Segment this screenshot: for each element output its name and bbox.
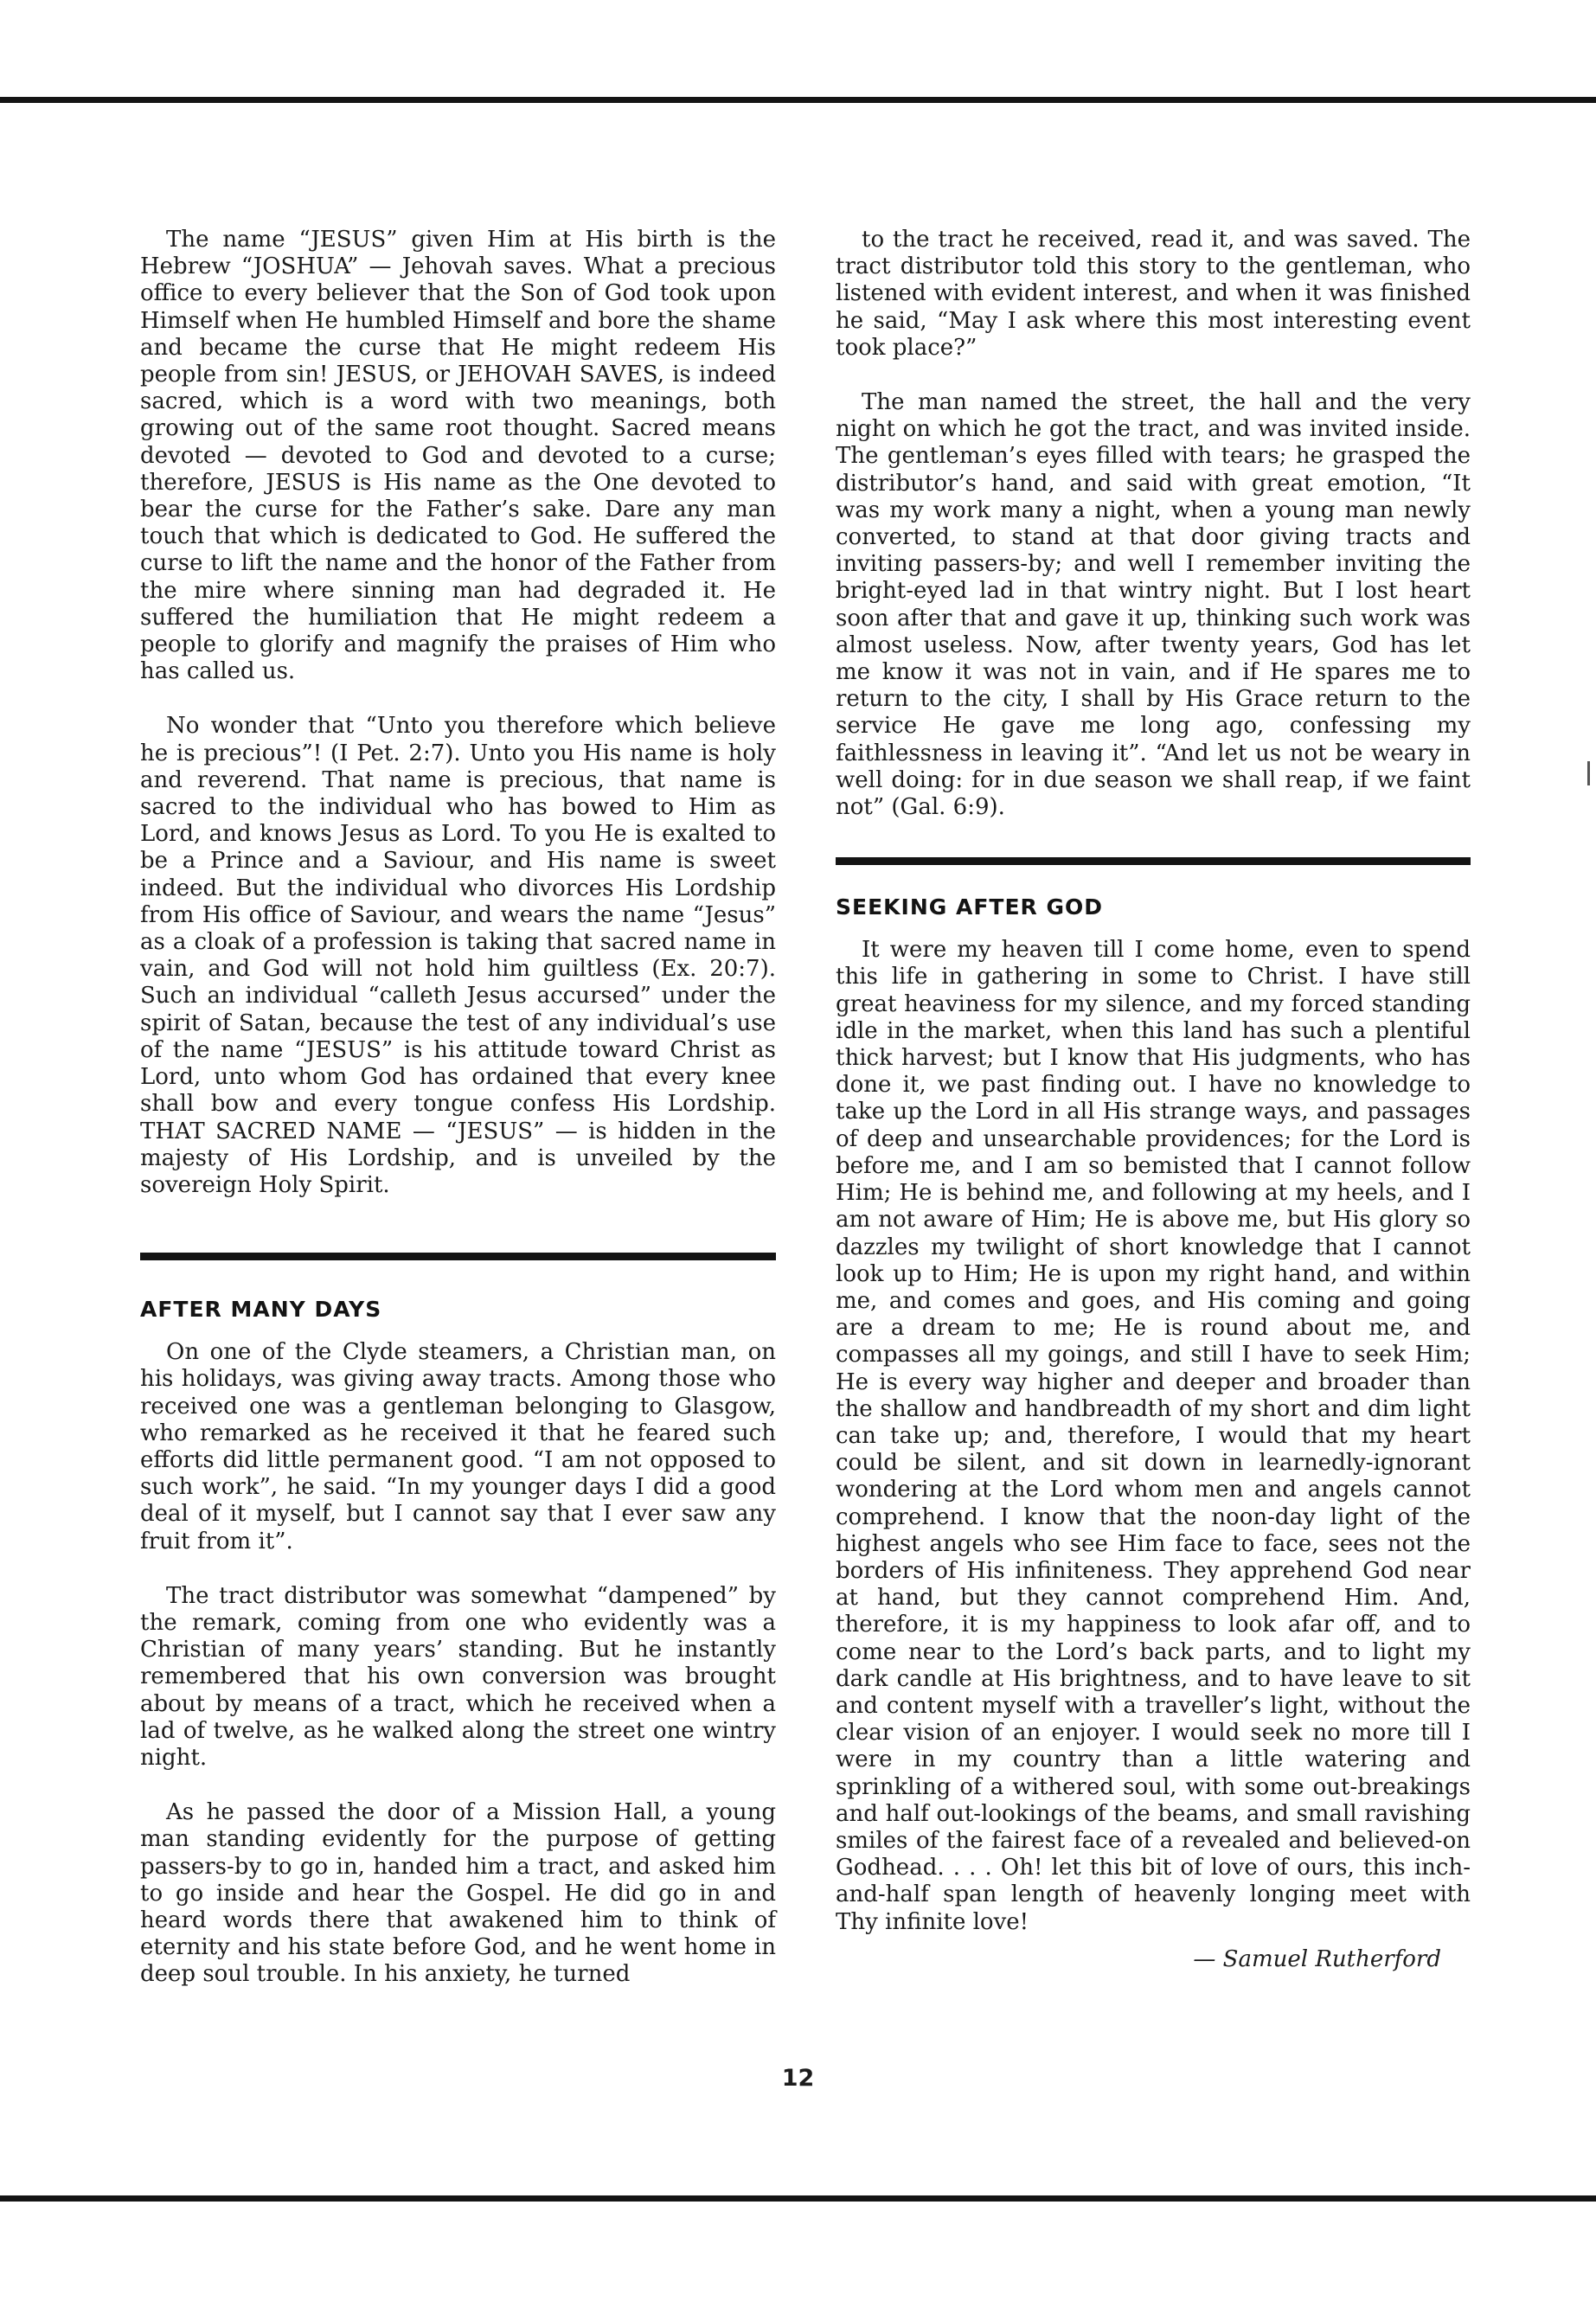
article-paragraph: The man named the street, the hall and the very night on which he got the tract, and was invited inside. The gentleman’s eyes filled with tears; he grasped the distributor’s hand, and said with great emotion, “It was my work many a night, when a young man newly converted, to stand at that door giving tracts and inviting passers-by; and well I remember inviting the bright-eyed lad in that wintry night. But I lost heart soon after that and gave it up, thinking such work was almost useless. Now, after twenty years, God has let me know it was not in vain, and if He spares me to return to the city, I shall by His Grace return to the service He gave me long ago, confessing my faithlessness in leaving it”. “And let us not be weary in well doing: for in due season we shall reap, if we faint not” (Gal. 6:9). bbox=[836, 389, 1471, 821]
section-divider bbox=[140, 1253, 776, 1260]
quote-attribution: — Samuel Rutherford bbox=[1193, 1945, 1441, 1972]
page-number: 12 bbox=[781, 2065, 815, 2092]
article-paragraph: The name “JESUS” given Him at His birth is the Hebrew “JOSHUA” — Jehovah saves. What a precious office to every believer that the Son of God took upon Himself when He humbled Himself and bore the shame and became the curse that He might redeem His people from sin! JESUS, or JEHOVAH SAVES, is indeed sacred, which is a word with two meanings, both growing out of the same root thought. Sacred means devoted — devoted to God and devoted to a curse; therefore, JESUS is His name as the One devoted to bear the curse for the Father’s sake. Dare any man touch that which is dedicated to God. He suffered the curse to lift the name and the honor of the Father from the mire where sinning man had degraded it. He suffered the humiliation that He might redeem a people to glorify and magnify the praises of Him who has called us. bbox=[140, 227, 776, 685]
section-divider bbox=[836, 857, 1471, 865]
article-paragraph: No wonder that “Unto you therefore which believe he is precious”! (I Pet. 2:7). Unto you His name is holy and reverend. That name is precious, that name is sacred to the individual who has bowed to Him as Lord, and knows Jesus as Lord. To you He is exalted to be a Prince and a Saviour, and His name is sweet indeed. But the individual who divorces His Lordship from His office of Saviour, and wears the name “Jesus” as a cloak of a profession is taking that sacred name in vain, and God will not hold him guiltless (Ex. 20:7). Such an individual “calleth Jesus accursed” under the spirit of Satan, because the test of any individual’s use of the name “JESUS” is his attitude toward Christ as Lord, unto whom God has ordained that every knee shall bow and every tongue confess His Lordship. THAT SACRED NAME — “JESUS” — is hidden in the majesty of His Lordship, and is unveiled by the sovereign Holy Spirit. bbox=[140, 713, 776, 1198]
left-column bbox=[140, 227, 776, 1989]
right-column bbox=[836, 227, 1471, 1972]
article-paragraph: The tract distributor was somewhat “dampened” by the remark, coming from one who evidently was a Christian of many years’ standing. But he instantly remembered that his own conversion was brought about by means of a tract, which he received when a lad of twelve, as he walked along the street one wintry night. bbox=[140, 1582, 776, 1771]
section-heading-seeking-after-god: SEEKING AFTER GOD bbox=[836, 894, 1104, 920]
article-paragraph: On one of the Clyde steamers, a Christian man, on his holidays, was giving away tracts. Among those who received one was a gentleman belonging to Glasgow, who remarked as he received it that he feared such efforts did little permanent good. “I am not opposed to such work”, he said. “In my younger days I did a good deal of it myself, but I cannot say that I ever saw any fruit from it”. bbox=[140, 1339, 776, 1554]
scan-edge-mark bbox=[1587, 761, 1590, 785]
article-paragraph: As he passed the door of a Mission Hall, a young man standing evidently for the purpose of getting passers-by to go in, handed him a tract, and asked him to go inside and hear the Gospel. He did go in and heard words there that awakened him to think of eternity and his state before God, and he went home in deep soul trouble. In his anxiety, he turned bbox=[140, 1799, 776, 1988]
top-border-bar bbox=[0, 97, 1596, 103]
section-heading-after-many-days: AFTER MANY DAYS bbox=[140, 1297, 382, 1323]
article-paragraph: to the tract he received, read it, and was saved. The tract distributor told this story to the gentleman, who listened with evident interest, and when it was finished he said, “May I ask where this most interesting event took place?” bbox=[836, 227, 1471, 361]
article-paragraph: It were my heaven till I come home, even to spend this life in gathering in some to Christ. I have still great heaviness for my silence, and my forced standing idle in the market, when this land has such a plentiful thick harvest; but I know that His judgments, who has done it, we past finding out. I have no knowledge to take up the Lord in all His strange ways, and passages of deep and unsearchable providences; for the Lord is before me, and I am so bemisted that I cannot follow Him; He is behind me, and following at my heels, and I am not aware of Him; He is above me, but His glory so dazzles my twilight of short knowledge that I cannot look up to Him; He is upon my right hand, and within me, and comes and goes, and His coming and going are a dream to me; He is round about me, and compasses all my goings, and still I have to seek Him; He is every way higher and deeper and broader than the shallow and handbreadth of my short and dim light can take up; and, therefore, I would that my heart could be silent, and sit down in learnedly-ignorant wondering at the Lord whom men and angels cannot comprehend. I know that the noon-day light of the highest angels who see Him face to face, sees not the borders of His infiniteness. They apprehend God near at hand, but they cannot comprehend Him. And, therefore, it is my happiness to look afar off, and to come near to the Lord’s back parts, and to light my dark candle at His brightness, and to have leave to sit and content myself with a traveller’s light, without the clear vision of an enjoyer. I would seek no more till I were in my country than a little watering and sprinkling of a withered soul, with some out-breakings and half out-lookings of the beams, and small ravishing smiles of the fairest face of a revealed and believed-on Godhead. . . . Oh! let this bit of love of ours, this inch-and-half span length of heavenly longing meet with Thy infinite love! bbox=[836, 937, 1471, 1935]
bottom-border-bar bbox=[0, 2195, 1596, 2202]
